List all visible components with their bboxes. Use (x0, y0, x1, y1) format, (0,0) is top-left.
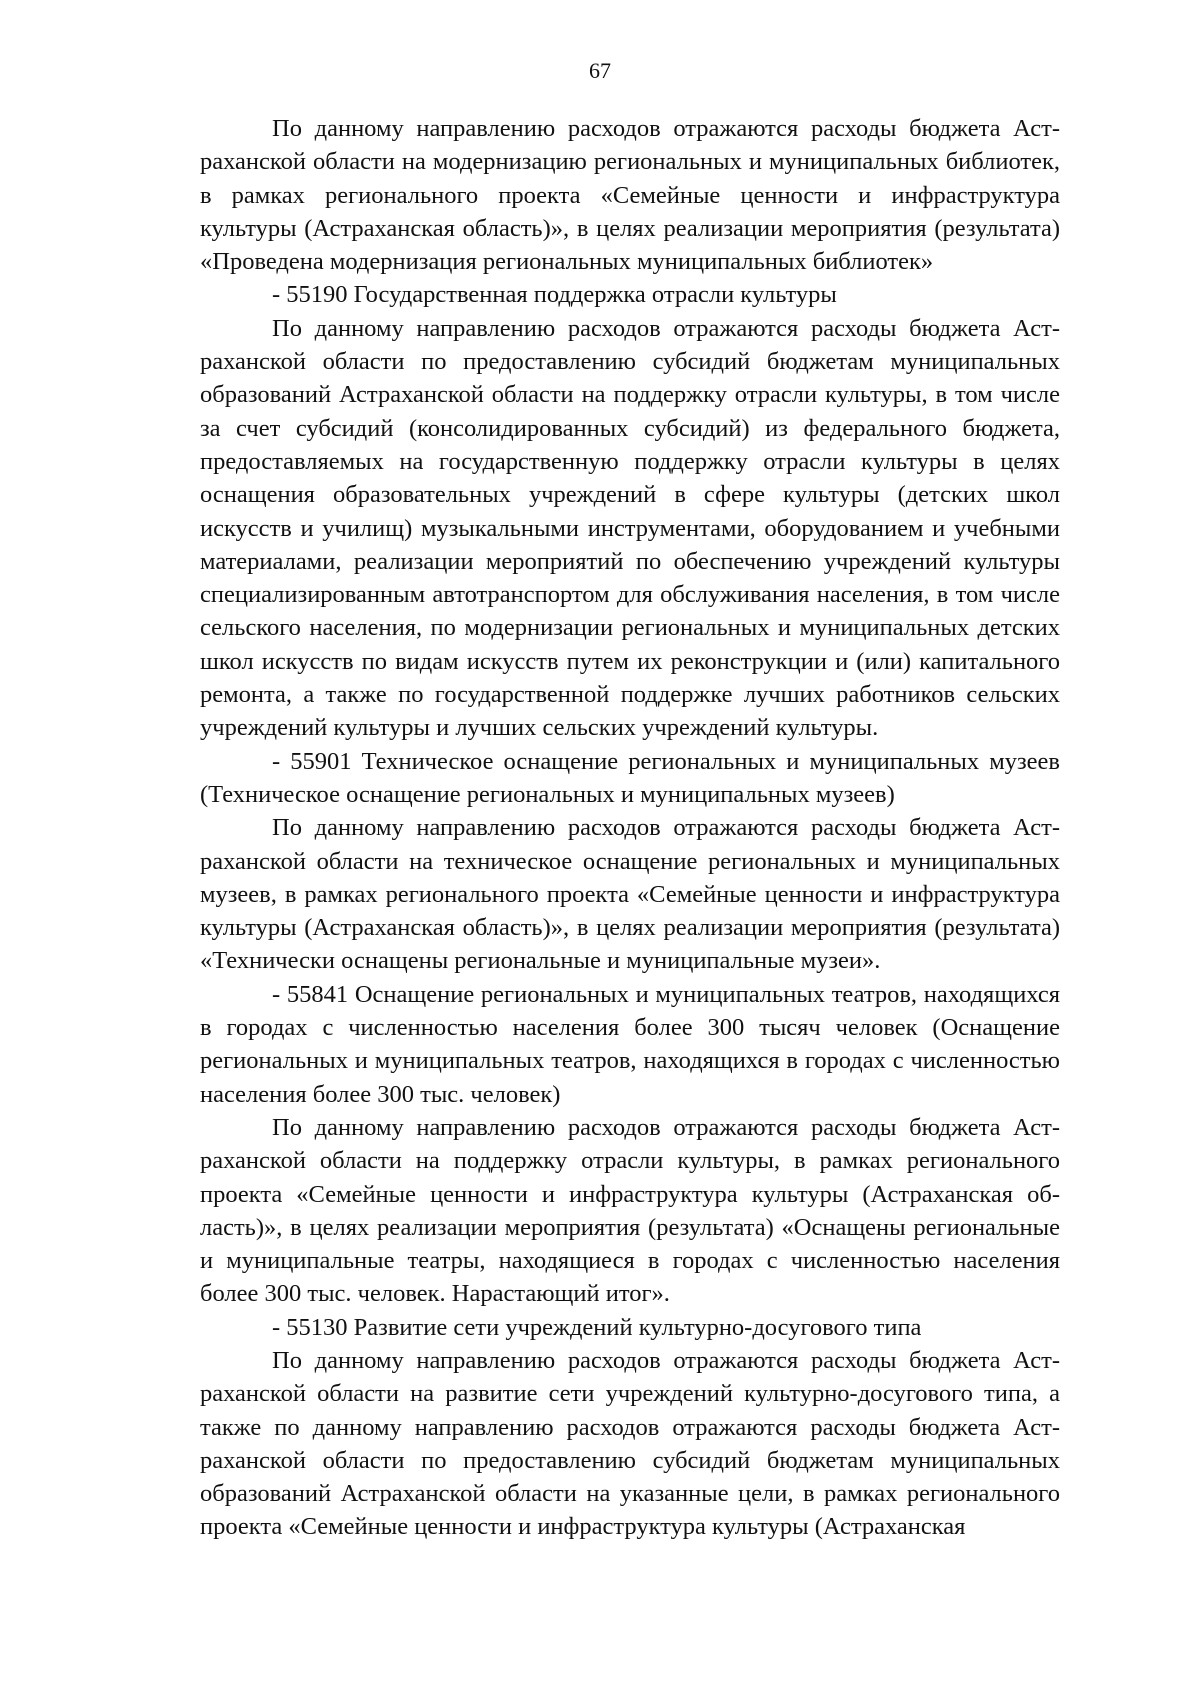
paragraph-libraries-modernization: По данному направлению расходов отражаются расходы бюджета Астраханской области на модернизацию региональных и муниципальных библиотек, в рамках регионального проекта «Семейные ценности и инфраструктура культуры (Астраханская область)», в целях реализации мероприятия (результата) «Проведена модернизация региональных муниципальных библиотек» (200, 115, 1060, 276)
page-number: 67 (589, 58, 611, 83)
paragraph-cultural-leisure-network: По данному направлению расходов отражаются расходы бюджета Астраханской области на развитие сети учреждений культурно-досугового типа, а также по данному направлению расходов отражаются расходы бюджета Астраханской области по предоставлению субсидий бюджетам муниципальных образований Астраханской области на указанные цели, в рамках регионального проекта «Семейные ценности и инфраструктура культуры (Астраханская (200, 1346, 1060, 1541)
paragraph-culture-support: По данному направлению расходов отражаются расходы бюджета Астраханской области по предоставлению субсидий бюджетам муниципальных образований Астраханской области на поддержку отрасли культуры, в том числе за счет субсидий (консолидированных субсидий) из федерального бюджета, предоставляемых на государственную поддержку отрасли культуры в целях оснащения образовательных учреждений в сфере культуры (детских школ искусств и училищ) музыкальными инструментами, оборудованием и учебными материалами, реализации мероприятий по обеспечению учреждений культуры специализированным автотранспортом для обслуживания населения, в том числе сельского населения, по модернизации региональных и муниципальных детских школ искусств по видам искусств путем их реконструкции и (или) капитального ремонта, а также по государственной поддержке лучших работников сельских учреждений культуры и лучших сельских учреждений культуры. (200, 314, 1060, 742)
heading-55190: - 55190 Государственная поддержка отрасли культуры (272, 281, 837, 309)
heading-55901: - 55901 Техническое оснащение региональных и муниципальных музеев (Техническое оснащение региональных и муниципальных музеев) (200, 747, 1060, 808)
paragraph-museums-equipment: По данному направлению расходов отражаются расходы бюджета Астраханской области на техническое оснащение региональных и муниципальных музеев, в рамках регионального проекта «Семейные ценности и инфраструктура культуры (Астраханская область)», в целях реализации мероприятия (результата) «Технически оснащены региональные и муниципальные музеи». (200, 814, 1060, 975)
document-body (200, 112, 1060, 1544)
paragraph-theatres-equipment: По данному направлению расходов отражаются расходы бюджета Астраханской области на поддержку отрасли культуры, в рамках регионального проекта «Семейные ценности и инфраструктура культуры (Астраханская область)», в целях реализации мероприятия (результата) «Оснащены региональные и муниципальные театры, находящиеся в городах с численностью населения более 300 тыс. человек. Нарастающий итог». (200, 1113, 1060, 1308)
heading-55841: - 55841 Оснащение региональных и муниципальных театров, находящихся в городах с численностью населения более 300 тысяч человек (Оснащение региональных и муниципальных театров, находящихся в городах с численностью населения более 300 тыс. человек) (200, 980, 1060, 1108)
heading-55130: - 55130 Развитие сети учреждений культурно-досугового типа (272, 1313, 922, 1341)
